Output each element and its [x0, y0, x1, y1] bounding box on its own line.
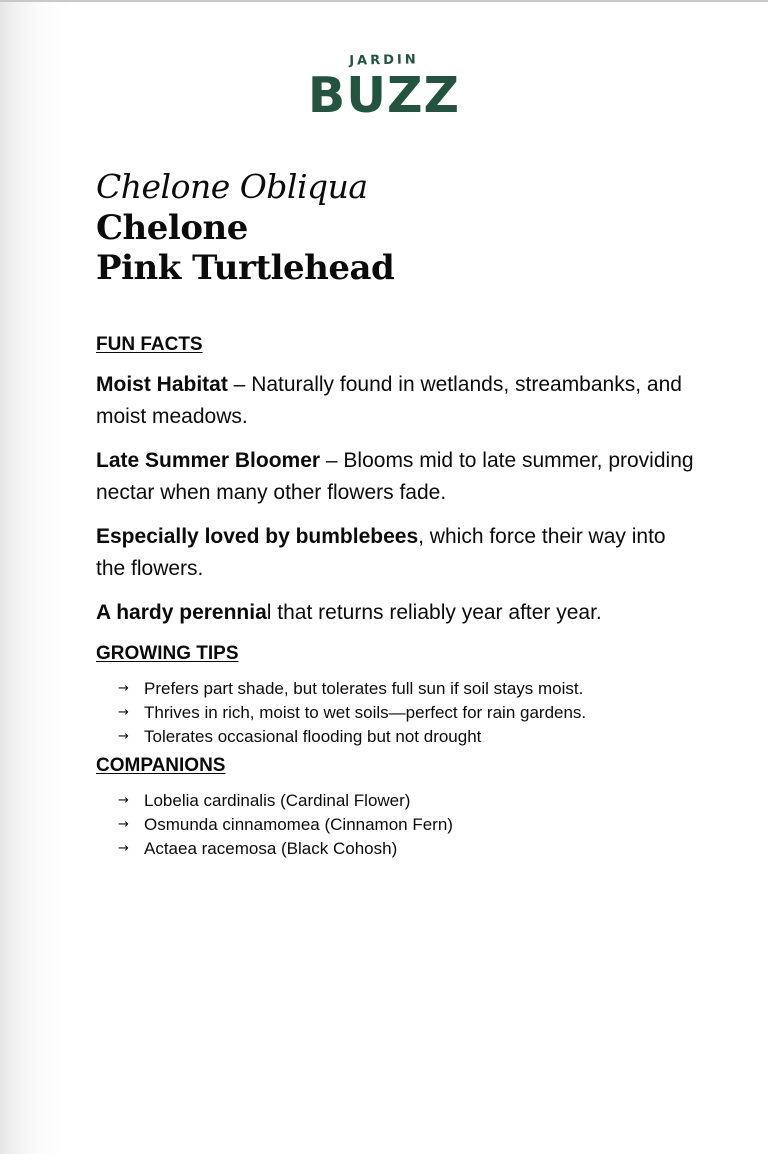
- right-arrow-icon: →: [118, 705, 129, 720]
- jardin-buzz-logo: [0, 52, 768, 124]
- fun-fact: [96, 597, 696, 629]
- fun-fact-bold: Especially loved by bumblebees: [96, 525, 419, 548]
- list-item: [118, 725, 696, 749]
- growing-tip-text: Prefers part shade, but tolerates full sun if soil stays moist.: [144, 679, 584, 698]
- fun-facts-heading: FUN FACTS: [96, 334, 203, 355]
- plant-card-content: [96, 166, 696, 861]
- right-arrow-icon: →: [118, 793, 129, 808]
- scientific-name: Chelone Obliqua: [96, 167, 368, 206]
- growing-tip-text: Thrives in rich, moist to wet soils—perfect for rain gardens.: [144, 703, 587, 722]
- fun-fact-text: – Blooms mid to late summer, providing nectar when many other flowers fade.: [96, 449, 694, 504]
- fun-fact: [96, 445, 696, 509]
- genus-name: Chelone: [96, 208, 248, 248]
- companions-list: [118, 789, 696, 861]
- list-item: [118, 789, 696, 813]
- companions-heading: COMPANIONS: [96, 755, 226, 776]
- companion-text: Actaea racemosa (Black Cohosh): [144, 839, 398, 858]
- common-name: Pink Turtlehead: [96, 248, 395, 288]
- list-item: [118, 837, 696, 861]
- fun-fact-bold: Moist Habitat: [96, 373, 228, 396]
- list-item: [118, 677, 696, 701]
- right-arrow-icon: →: [118, 817, 129, 832]
- right-arrow-icon: →: [118, 729, 129, 744]
- fun-fact: [96, 369, 696, 433]
- right-arrow-icon: →: [118, 681, 129, 696]
- companion-text: Lobelia cardinalis (Cardinal Flower): [144, 791, 411, 810]
- growing-tip-text: Tolerates occasional flooding but not drought: [144, 727, 482, 746]
- growing-tips-heading: GROWING TIPS: [96, 643, 239, 664]
- growing-tips-list: [118, 677, 696, 749]
- fun-fact: [96, 521, 696, 585]
- companion-text: Osmunda cinnamomea (Cinnamon Fern): [144, 815, 453, 834]
- fun-fact-bold: Late Summer Bloomer: [96, 449, 321, 472]
- fun-fact-bold: A hardy perennia: [96, 601, 267, 624]
- logo-main-text: BUZZ: [307, 67, 461, 124]
- list-item: [118, 813, 696, 837]
- fun-fact-text: l that returns reliably year after year.: [266, 601, 602, 624]
- fun-fact-text: , which force their way into the flowers.: [96, 525, 666, 580]
- logo-top-text: JARDIN: [349, 52, 419, 69]
- fun-fact-text: – Naturally found in wetlands, streambanks, and moist meadows.: [96, 373, 682, 428]
- right-arrow-icon: →: [118, 841, 129, 856]
- list-item: [118, 701, 696, 725]
